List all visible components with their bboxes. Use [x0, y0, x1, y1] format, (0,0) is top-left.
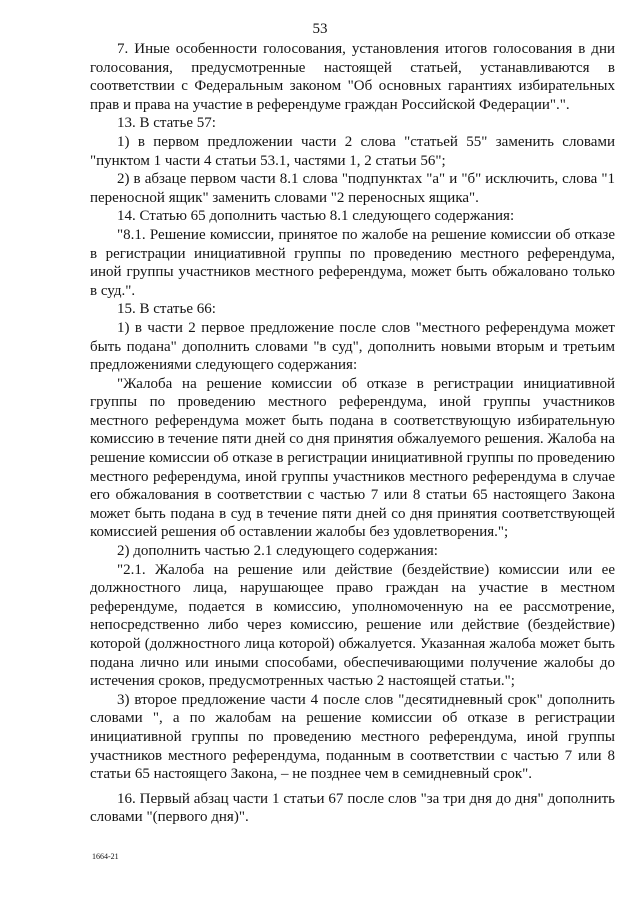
document-body	[90, 40, 615, 827]
paragraph-article-57-item-2: 2) в абзаце первом части 8.1 слова "подпунктах "а" и "б" исключить, слова "1 переносной ящик" заменить словами "2 переносных ящика".	[90, 171, 615, 206]
paragraph-article-65-part-8-1: "8.1. Решение комиссии, принятое по жалобе на решение комиссии об отказе в регистрации инициативной группы по проведению местного референдума, иной группы участников местного референдума, может быть обжаловано только в суд.".	[90, 226, 615, 299]
paragraph-article-65-heading: 14. Статью 65 дополнить частью 8.1 следующего содержания:	[117, 208, 515, 225]
paragraph-article-57-item-1: 1) в первом предложении части 2 слова "статьей 55" заменить словами "пунктом 1 части 4 статьи 53.1, частями 1, 2 статьи 56";	[90, 133, 615, 169]
paragraph-article-66-item-1: 1) в части 2 первое предложение после слов "местного референдума может быть подана" дополнить словами "в суд", дополнить новыми вторым и третьим предложениями следующего содержания:	[90, 319, 615, 374]
paragraph-item-7: 7. Иные особенности голосования, установления итогов голосования в дни голосования, предусмотренные настоящей статьей, устанавливаются в соответствии с Федеральным законом "Об основных гарантиях избирательных прав и права на участие в референдуме граждан Российской Федерации".".	[90, 41, 615, 113]
paragraph-article-66-quote-1: "Жалоба на решение комиссии об отказе в регистрации инициативной группы по проведению местного референдума, иной группы участников местного референдума может быть подана в соответствующую избирательную комиссию в течение пяти дней со дня принятия обжалуемого решения. Жалоба на решение комиссии об отказе в регистрации инициативной группы по проведению местного референдума, иной группы участников местного референдума в случае его обжалования в соответствии с частью 7 или 8 статьи 65 настоящего Закона может быть подана в суд в течение пяти дней со дня принятия соответствующей комиссией решения об оставлении жалобы без удовлетворения.";	[90, 375, 615, 541]
paragraph-article-66-heading: 15. В статье 66:	[117, 301, 216, 318]
footer-document-code: 1664-21	[92, 852, 119, 861]
paragraph-article-66-item-2: 2) дополнить частью 2.1 следующего содержания:	[117, 543, 438, 560]
paragraph-article-57-heading: 13. В статье 57:	[117, 115, 216, 132]
paragraph-article-66-item-3: 3) второе предложение части 4 после слов "десятидневный срок" дополнить словами ", а по жалобам на решение комиссии об отказе в регистрации инициативной группы по проведению местного референдума, иной группы участников местного референдума, поданным в соответствии с частью 7 или 8 статьи 65 настоящего Закона, – не позднее чем в семидневный срок".	[90, 691, 615, 783]
page-number: 53	[312, 21, 328, 37]
paragraph-article-67-item-16: 16. Первый абзац части 1 статьи 67 после слов "за три дня до дня" дополнить словами "(первого дня)".	[90, 790, 615, 826]
paragraph-article-66-part-2-1: "2.1. Жалоба на решение или действие (бездействие) комиссии или ее должностного лица, нарушающее право граждан на участие в местном референдуме, подается в комиссию, уполномоченную на ее рассмотрение, непосредственно либо через комиссию, решение или действие (бездействие) которой (должностного лица которой) обжалуется. Указанная жалоба может быть подана лично или иными способами, обеспечивающими получение жалобы до истечения сроков, предусмотренных частью 2 настоящей статьи.";	[90, 561, 615, 690]
